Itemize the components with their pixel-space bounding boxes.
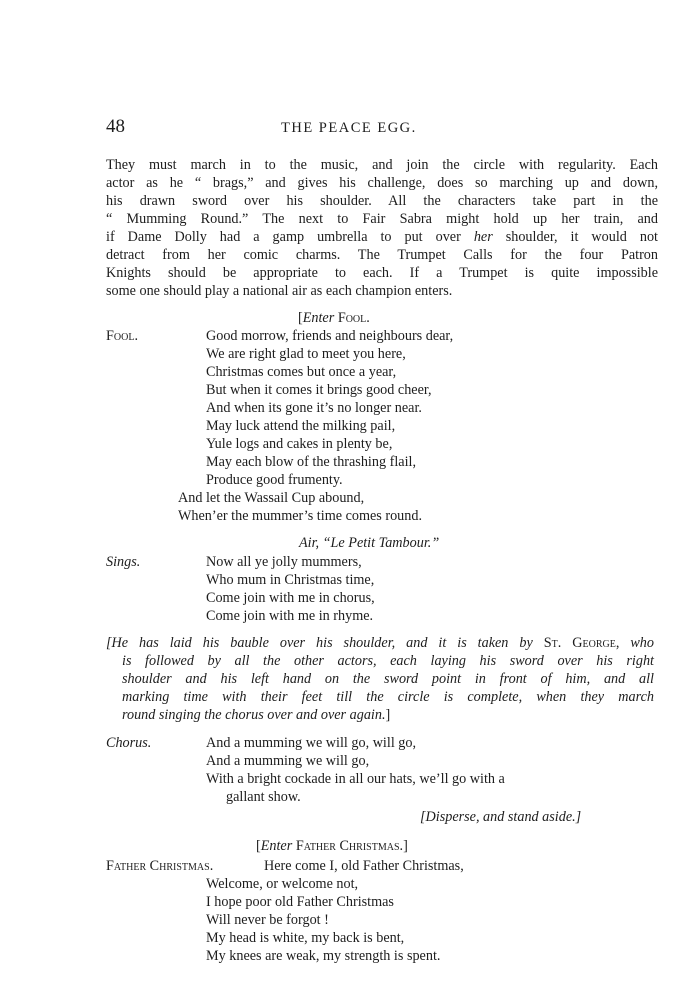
intro-line: his drawn sword over his shoulder. All the characters take part in the [106,193,658,209]
intro-line: Knights should be appropriate to each. If a Trumpet is quite impossible [106,265,658,281]
stage-direction-enter-father-christmas: [Enter Father Christmas.] [256,838,408,854]
verse-line: gallant show. [226,789,301,805]
air-heading: Air, “Le Petit Tambour.” [299,535,440,551]
verse-line: Come join with me in rhyme. [206,608,374,624]
verse-line: I hope poor old Father Christmas [206,894,394,910]
speaker-fool: Fool. [106,328,138,344]
intro-line: some one should play a national air as each champion enters. [106,283,453,299]
intro-line: if Dame Dolly had a gamp umbrella to put over her shoulder, it would not [106,229,658,245]
stage-direction-line: is followed by all the other actors, each laying his sword over his right [122,653,654,669]
verse-line: Who mum in Christmas time, [206,572,375,588]
verse-line: But when it comes it brings good cheer, [206,382,432,398]
verse-line: And let the Wassail Cup abound, [178,490,365,506]
verse-line: Here come I, old Father Christmas, [264,858,464,874]
verse-line: Yule logs and cakes in plenty be, [206,436,393,452]
verse-line: And when its gone it’s no longer near. [206,400,422,416]
verse-line: When’er the mummer’s time comes round. [178,508,423,524]
stage-direction-line: [He has laid his bauble over his shoulder, and it is taken by St. George, who [106,635,654,651]
verse-line: Good morrow, friends and neighbours dear, [206,328,454,344]
page-number: 48 [106,116,125,137]
intro-line: “ Mumming Round.” The next to Fair Sabra might hold up her train, and [106,211,658,227]
speaker-sings: Sings. [106,554,141,570]
verse-line: Come join with me in chorus, [206,590,375,606]
intro-line: They must march in to the music, and join the circle with regularity. Each [106,157,658,173]
verse-line: May each blow of the thrashing flail, [206,454,416,470]
verse-line: May luck attend the milking pail, [206,418,396,434]
verse-line: My head is white, my back is bent, [206,930,405,946]
stage-direction-line: round singing the chorus over and over again.] [122,707,391,723]
intro-line: detract from her comic charms. The Trumpet Calls for the four Patron [106,247,658,263]
verse-line: Welcome, or welcome not, [206,876,359,892]
verse-line: With a bright cockade in all our hats, we’ll go with a [206,771,505,787]
stage-direction-enter-fool: [Enter Fool. [298,310,370,326]
stage-direction-line: shoulder and his left hand on the sword point in front of him, and all [122,671,654,687]
stage-direction-line: marking time with their feet till the circle is complete, when they march [122,689,654,705]
verse-line: Christmas comes but once a year, [206,364,397,380]
verse-line: And a mumming we will go, will go, [206,735,417,751]
verse-line: We are right glad to meet you here, [206,346,406,362]
verse-line: Now all ye jolly mummers, [206,554,362,570]
stage-direction-disperse: [Disperse, and stand aside.] [420,809,582,825]
running-title: THE PEACE EGG. [281,120,417,136]
verse-line: And a mumming we will go, [206,753,370,769]
verse-line: Will never be forgot ! [206,912,329,928]
verse-line: My knees are weak, my strength is spent. [206,948,441,964]
verse-line: Produce good frumenty. [206,472,343,488]
speaker-chorus: Chorus. [106,735,152,751]
speaker-father-christmas: Father Christmas. [106,858,214,874]
intro-line: actor as he “ brags,” and gives his challenge, does so marching up and down, [106,175,658,191]
